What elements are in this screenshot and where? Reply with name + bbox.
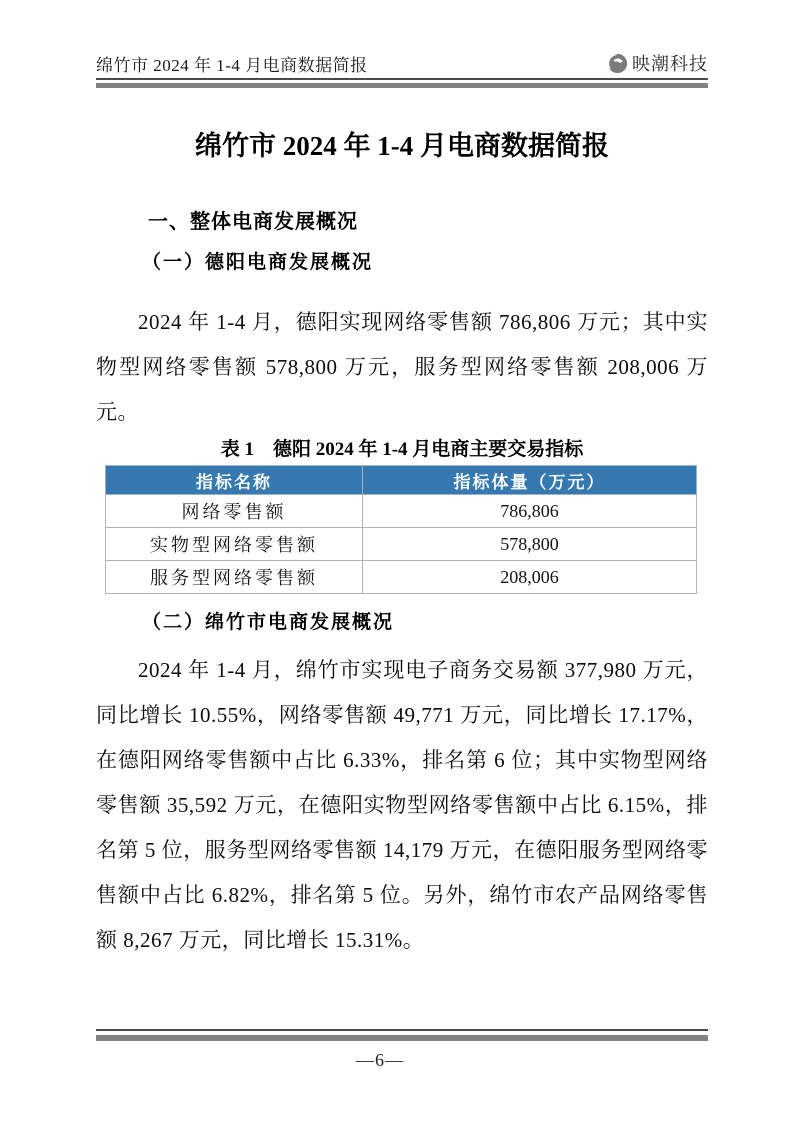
col-header-indicator-volume: 指标体量（万元） [363, 466, 697, 495]
mianzhu-overview-paragraph: 2024 年 1-4 月，绵竹市实现电子商务交易额 377,980 万元，同比增长 10.55%，网络零售额 49,771 万元，同比增长 17.17%，在德阳网络零售额中占比 6.33%，排名第 6 位；其中实物型网络零售额 35,592 万元，在德阳实物型网络零售额中占比 6.15%，排名第 5 位，服务型网络零售额 14,179 万元，在德阳服务型网络零售额中占比 6.82%，排名第 5 位。另外，绵竹市农产品网络零售额 8,267 万元，同比增长 15.31%。 [96, 658, 708, 952]
section-1-heading: 一、整体电商发展概况 [148, 211, 358, 233]
footer-rule-thick [96, 1035, 708, 1041]
table-header-row [106, 466, 697, 495]
row-value: 578,800 [363, 528, 697, 561]
subsection-1-1-heading: （一）德阳电商发展概况 [142, 252, 374, 273]
document-title: 绵竹市 2024 年 1-4 月电商数据简报 [195, 131, 609, 161]
row-value: 208,006 [363, 561, 697, 594]
table-row [106, 495, 697, 528]
row-value: 786,806 [363, 495, 697, 528]
col-header-indicator-name: 指标名称 [106, 466, 363, 495]
row-label: 服务型网络零售额 [106, 561, 363, 594]
row-label: 网络零售额 [106, 495, 363, 528]
table-row [106, 528, 697, 561]
table-row [106, 561, 697, 594]
subsection-1-2-heading: （二）绵竹市电商发展概况 [142, 612, 395, 633]
brand-name: 映潮科技 [632, 54, 708, 74]
page-number: —6— [356, 1050, 404, 1070]
deyang-indicator-table [105, 465, 697, 594]
deyang-overview-paragraph: 2024 年 1-4 月，德阳实现网络零售额 786,806 万元；其中实物型网络零售额 578,800 万元，服务型网络零售额 208,006 万元。 [96, 310, 708, 424]
footer-rule-thin [96, 1029, 708, 1031]
table-1-caption: 表 1 德阳 2024 年 1-4 月电商主要交易指标 [220, 439, 584, 460]
header-doc-title: 绵竹市 2024 年 1-4 月电商数据简报 [96, 56, 368, 75]
row-label: 实物型网络零售额 [106, 528, 363, 561]
